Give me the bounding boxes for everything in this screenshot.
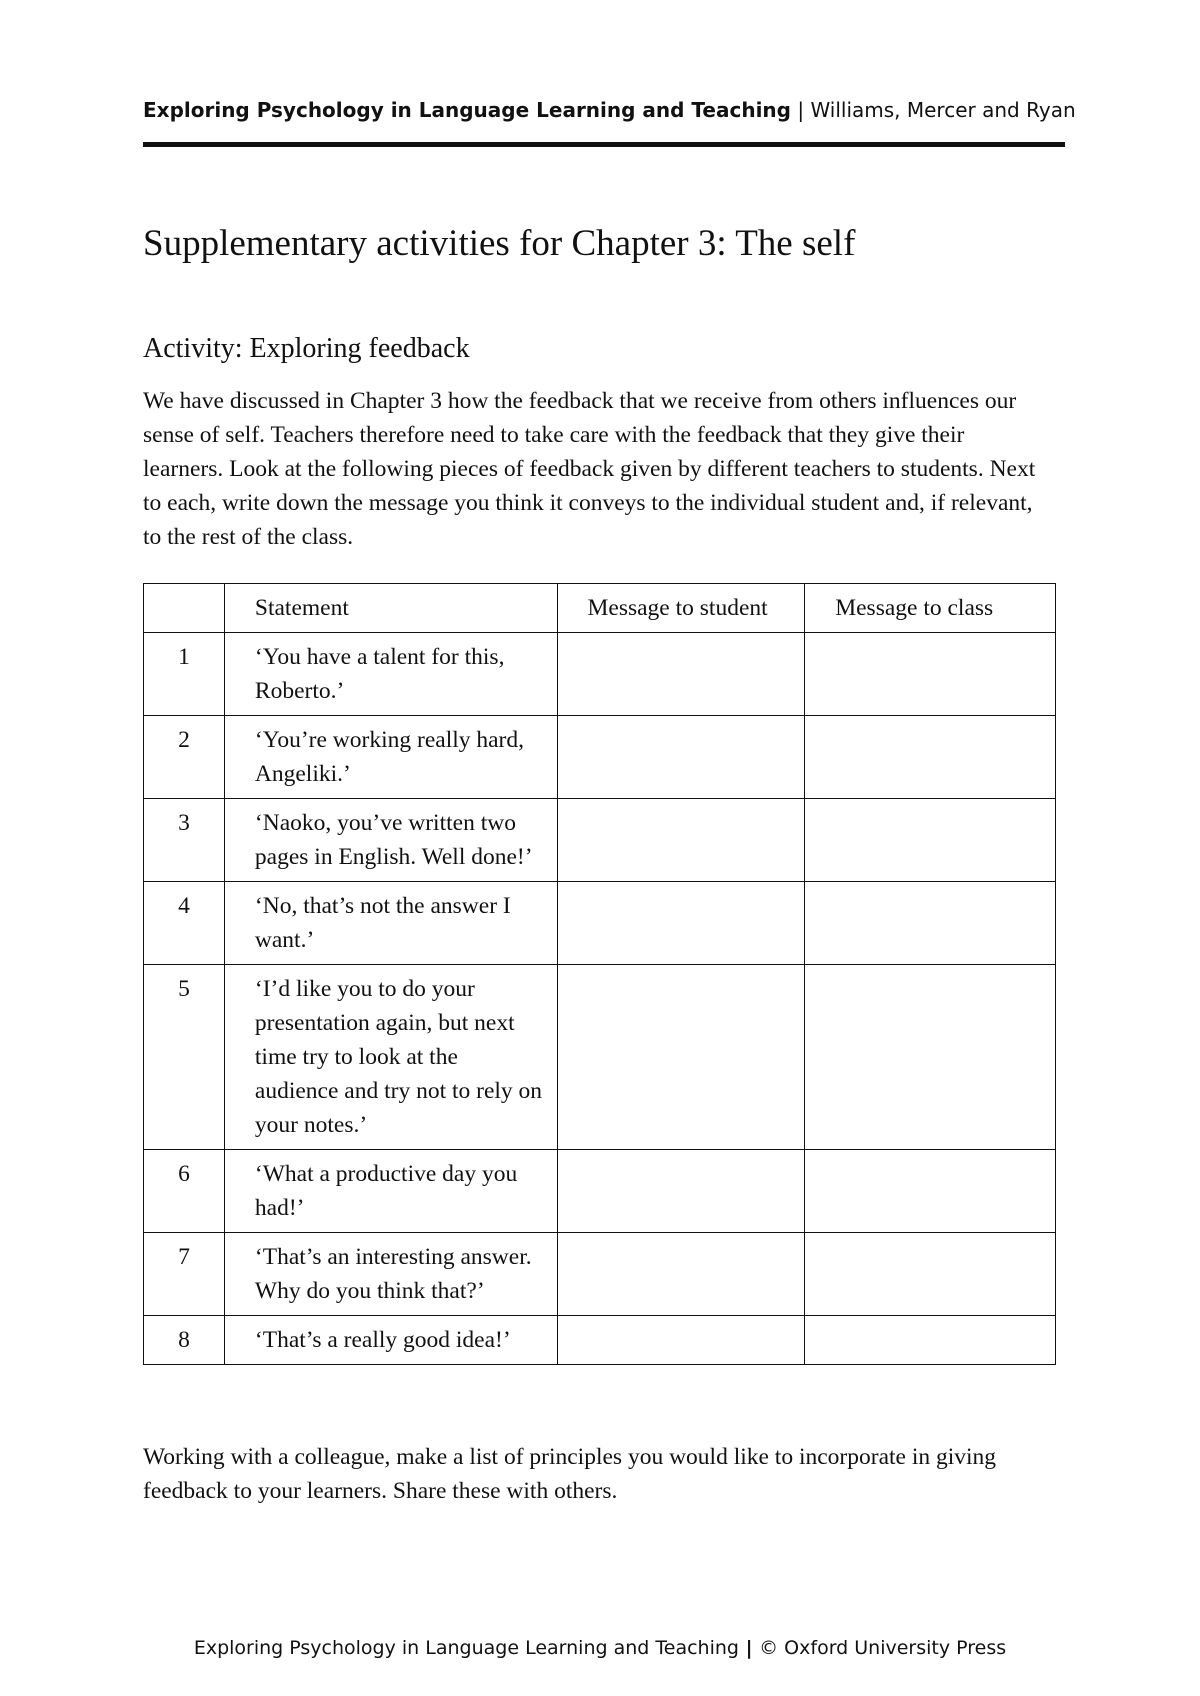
row-number-cell: 3 [144,799,225,882]
row-number-cell: 8 [144,1316,225,1365]
row-number-cell: 6 [144,1150,225,1233]
row-statement-cell: ‘I’d like you to do your presentation again, but next time try to look at the audience and try not to rely on your notes.’ [224,965,557,1150]
table-row [144,1150,1056,1233]
row-statement-cell: ‘You have a talent for this, Roberto.’ [224,633,557,716]
row-message-student-cell [557,965,805,1150]
feedback-table [143,583,1056,1365]
row-message-student-cell [557,882,805,965]
header-book-title: Exploring Psychology in Language Learning and Teaching [143,98,791,122]
activity-title: Activity: Exploring feedback [143,333,470,364]
table-row [144,1316,1056,1365]
row-message-class-cell [805,1316,1056,1365]
chapter-title: Supplementary activities for Chapter 3: The self [143,223,856,264]
row-number-cell: 5 [144,965,225,1150]
footer-separator: | [738,1637,760,1659]
activity-intro: We have discussed in Chapter 3 how the feedback that we receive from others influences our sense of self. Teachers therefore need to take care with the feedback that they give their learners. Look at the following pieces of feedback given by different teachers to students. Next to each, write down the message you think it conveys to the individual student and, if relevant, to the rest of the class. [143,388,1036,550]
running-header [143,98,1076,122]
header-number-cell [144,584,225,633]
row-message-class-cell [805,799,1056,882]
table-header-row [144,584,1056,633]
row-message-class-cell [805,882,1056,965]
row-message-class-cell [805,716,1056,799]
table-row [144,882,1056,965]
row-message-class-cell [805,965,1056,1150]
table-row [144,1233,1056,1316]
row-statement-cell: ‘You’re working really hard, Angeliki.’ [224,716,557,799]
table-row [144,965,1056,1150]
header-authors: Williams, Mercer and Ryan [810,98,1076,122]
row-message-student-cell [557,1233,805,1316]
row-statement-cell: ‘That’s a really good idea!’ [224,1316,557,1365]
row-statement-cell: ‘No, that’s not the answer I want.’ [224,882,557,965]
row-statement-cell: ‘What a productive day you had!’ [224,1150,557,1233]
closing-instruction: Working with a colleague, make a list of principles you would like to incorporate in giving feedback to your learners. Share these with others. [143,1444,997,1504]
row-message-student-cell [557,716,805,799]
row-number-cell: 4 [144,882,225,965]
row-message-class-cell [805,633,1056,716]
row-message-class-cell [805,1150,1056,1233]
row-number-cell: 2 [144,716,225,799]
row-number-cell: 1 [144,633,225,716]
row-message-student-cell [557,799,805,882]
row-message-student-cell [557,633,805,716]
header-statement-cell: Statement [224,584,557,633]
table-row [144,716,1056,799]
row-statement-cell: ‘That’s an interesting answer. Why do you think that?’ [224,1233,557,1316]
footer-book-title: Exploring Psychology in Language Learning and Teaching [193,1637,739,1659]
table-row [144,799,1056,882]
header-message-student-cell: Message to student [557,584,805,633]
header-message-class-cell: Message to class [805,584,1056,633]
row-statement-cell: ‘Naoko, you’ve written two pages in English. Well done!’ [224,799,557,882]
table-row [144,633,1056,716]
header-rule [143,142,1065,147]
header-separator: | [790,98,811,122]
page-footer [0,1637,1200,1659]
row-message-class-cell [805,1233,1056,1316]
row-message-student-cell [557,1316,805,1365]
footer-publisher: © Oxford University Press [759,1637,1007,1659]
row-message-student-cell [557,1150,805,1233]
row-number-cell: 7 [144,1233,225,1316]
